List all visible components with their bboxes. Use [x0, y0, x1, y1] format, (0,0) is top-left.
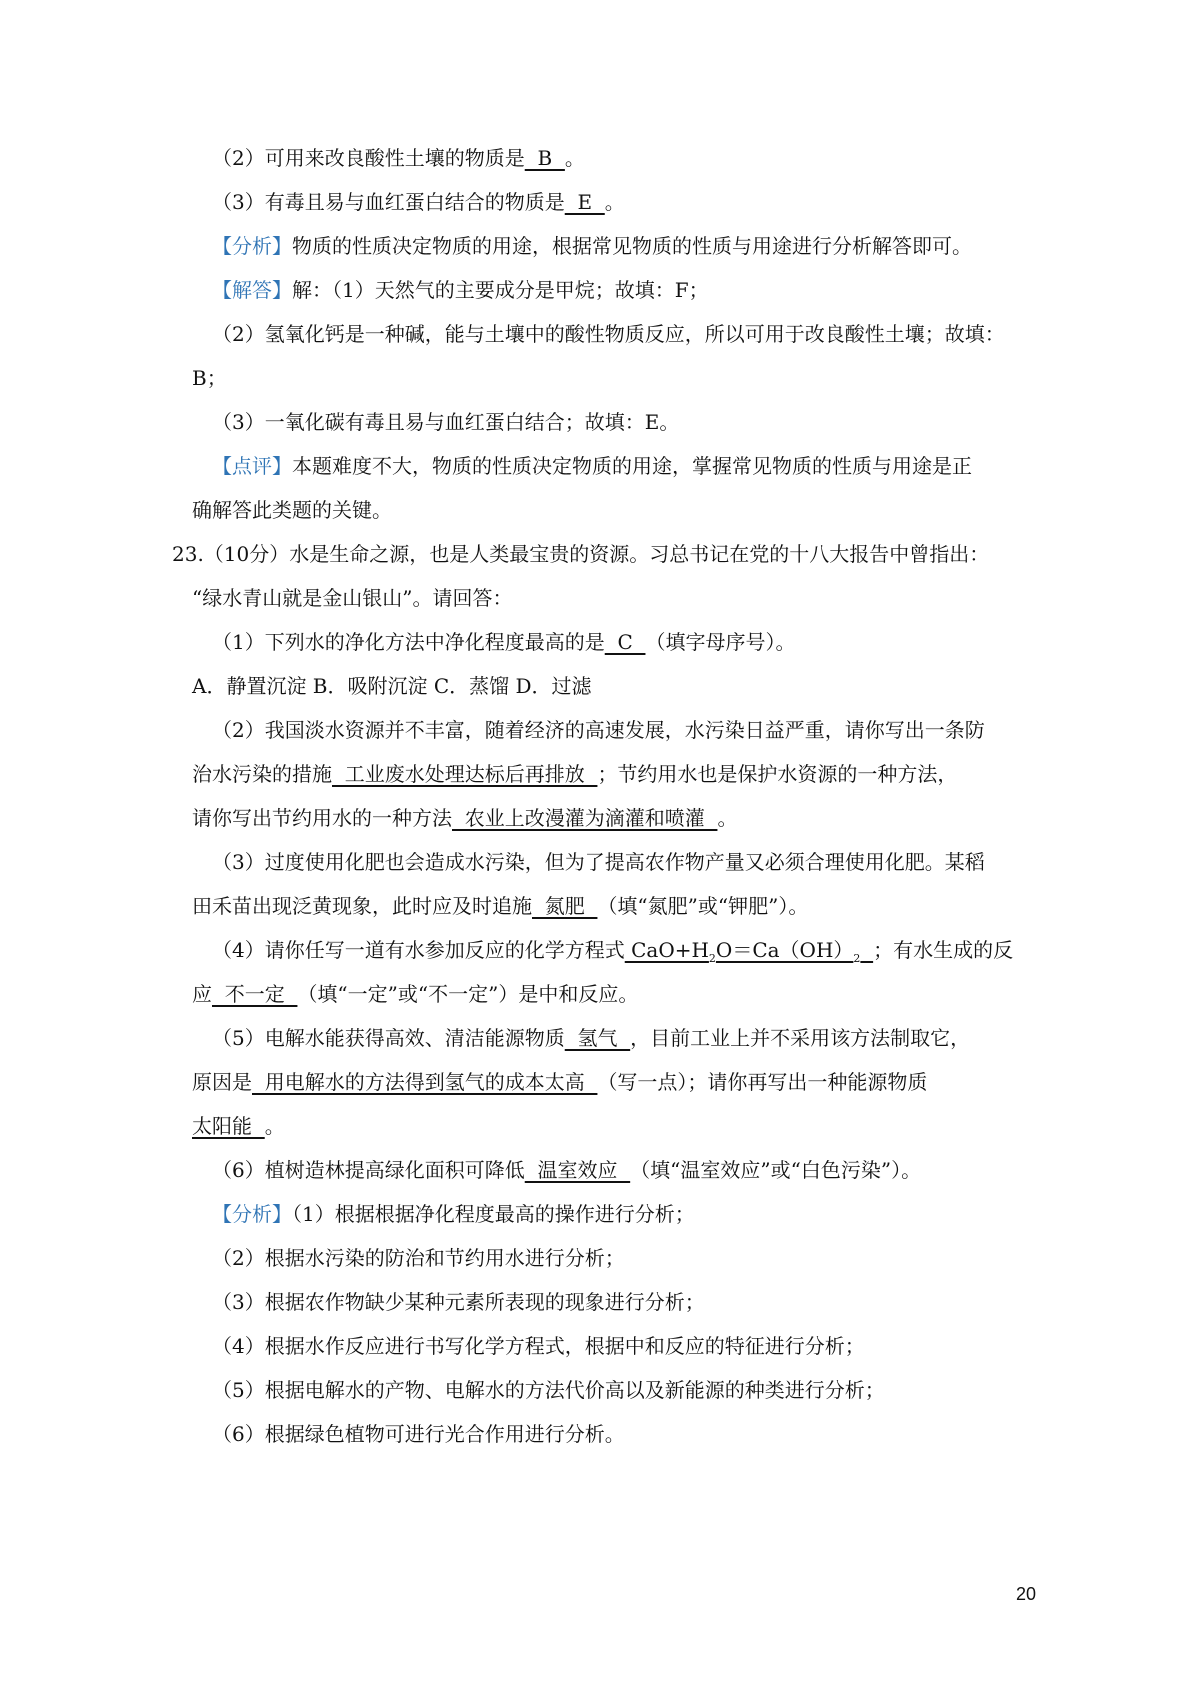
q23-analysis-6: （6）根据绿色植物可进行光合作用进行分析。 — [212, 1422, 625, 1446]
q22-part2: （2）可用来改良酸性土壤的物质是 B 。 — [212, 146, 585, 170]
q23-analysis-2: （2）根据水污染的防治和节约用水进行分析； — [212, 1246, 625, 1270]
chemical-equation-blank: $CaO+H_2O=Ca(OH)_2$ — [624, 938, 861, 965]
answer-blank: 氢气 — [564, 1026, 631, 1050]
answer-blank: 不一定 — [212, 982, 298, 1006]
q23-part1-options: A．静置沉淀 B．吸附沉淀 C．蒸馏 D．过滤 — [192, 674, 592, 698]
q22-answer-2-cont: B； — [192, 366, 227, 390]
answer-blank: 农业上改漫灌为滴灌和喷灌 — [452, 806, 718, 830]
q23-part5-line2: 原因是 用电解水的方法得到氢气的成本太高 （写一点）；请你再写出一种能源物质 — [192, 1070, 928, 1094]
q23-part5-line3: 太阳能 。 — [192, 1114, 285, 1138]
q22-analysis: 【分析】物质的性质决定物质的用途，根据常见物质的性质与用途进行分析解答即可。 — [212, 234, 972, 258]
q23-analysis: 【分析】（1）根据根据净化程度最高的操作进行分析； — [212, 1202, 695, 1226]
q22-answer-2: （2）氢氧化钙是一种碱，能与土壤中的酸性物质反应，所以可用于改良酸性土壤；故填： — [212, 322, 1005, 346]
q23-analysis-4: （4）根据水作反应进行书写化学方程式，根据中和反应的特征进行分析； — [212, 1334, 865, 1358]
q22-part3: （3）有毒且易与血红蛋白结合的物质是 E 。 — [212, 190, 625, 214]
q23-part2: （2）我国淡水资源并不丰富，随着经济的高速发展，水污染日益严重，请你写出一条防 — [212, 718, 985, 742]
q23-part3: （3）过度使用化肥也会造成水污染，但为了提高农作物产量又必须合理使用化肥。某稻 — [212, 850, 985, 874]
q23-part2-line2: 治水污染的措施 工业废水处理达标后再排放 ；节约用水也是保护水资源的一种方法， — [192, 762, 958, 786]
q23-part1: （1）下列水的净化方法中净化程度最高的是 C （填字母序号）。 — [212, 630, 796, 654]
page-number: 20 — [1016, 1584, 1037, 1604]
q23-part6: （6）植树造林提高绿化面积可降低 温室效应 （填“温室效应”或“白色污染”）。 — [212, 1158, 922, 1182]
q23-stem: 23.（10分）水是生命之源，也是人类最宝贵的资源。习总书记在党的十八大报告中曾指出： — [172, 542, 990, 566]
q23-part3-line2: 田禾苗出现泛黄现象，此时应及时追施 氮肥 （填“氮肥”或“钾肥”）。 — [192, 894, 809, 918]
q23-stem-cont: “绿水青山就是金山银山”。请回答： — [192, 586, 513, 610]
q23-analysis-3: （3）根据农作物缺少某种元素所表现的现象进行分析； — [212, 1290, 705, 1314]
analysis-tag: 【分析】 — [212, 234, 292, 258]
q23-part4-line2: 应 不一定 （填“一定”或“不一定”）是中和反应。 — [192, 982, 639, 1006]
answer-blank: B — [524, 146, 565, 170]
answer-blank: 氮肥 — [532, 894, 598, 918]
q23-part4: （4）请你任写一道有水参加反应的化学方程式 $CaO+H_2O=Ca(OH)_2$ ；有水生成的反 — [212, 938, 1014, 965]
comment-tag: 【点评】 — [212, 454, 292, 478]
answer-blank: E — [564, 190, 605, 214]
q23-analysis-5: （5）根据电解水的产物、电解水的方法代价高以及新能源的种类进行分析； — [212, 1378, 885, 1402]
analysis-tag: 【分析】 — [212, 1202, 292, 1226]
answer-blank: 太阳能 — [192, 1114, 265, 1138]
q22-answer-1: 【解答】解：（1）天然气的主要成分是甲烷；故填：F； — [212, 278, 709, 302]
answer-blank: 工业废水处理达标后再排放 — [332, 762, 598, 786]
q23-part5: （5）电解水能获得高效、清洁能源物质 氢气 ，目前工业上并不采用该方法制取它， — [212, 1026, 971, 1050]
answer-tag: 【解答】 — [212, 278, 292, 302]
answer-blank: C — [604, 630, 646, 654]
q23-part2-line3: 请你写出节约用水的一种方法 农业上改漫灌为滴灌和喷灌 。 — [192, 806, 738, 830]
answer-blank: 温室效应 — [524, 1158, 631, 1182]
q22-comment: 【点评】本题难度不大，物质的性质决定物质的用途，掌握常见物质的性质与用途是正 — [212, 454, 972, 478]
answer-blank: 用电解水的方法得到氢气的成本太高 — [252, 1070, 598, 1094]
q22-answer-3: （3）一氧化碳有毒且易与血红蛋白结合；故填：E。 — [212, 410, 680, 434]
q22-comment-cont: 确解答此类题的关键。 — [192, 498, 392, 522]
